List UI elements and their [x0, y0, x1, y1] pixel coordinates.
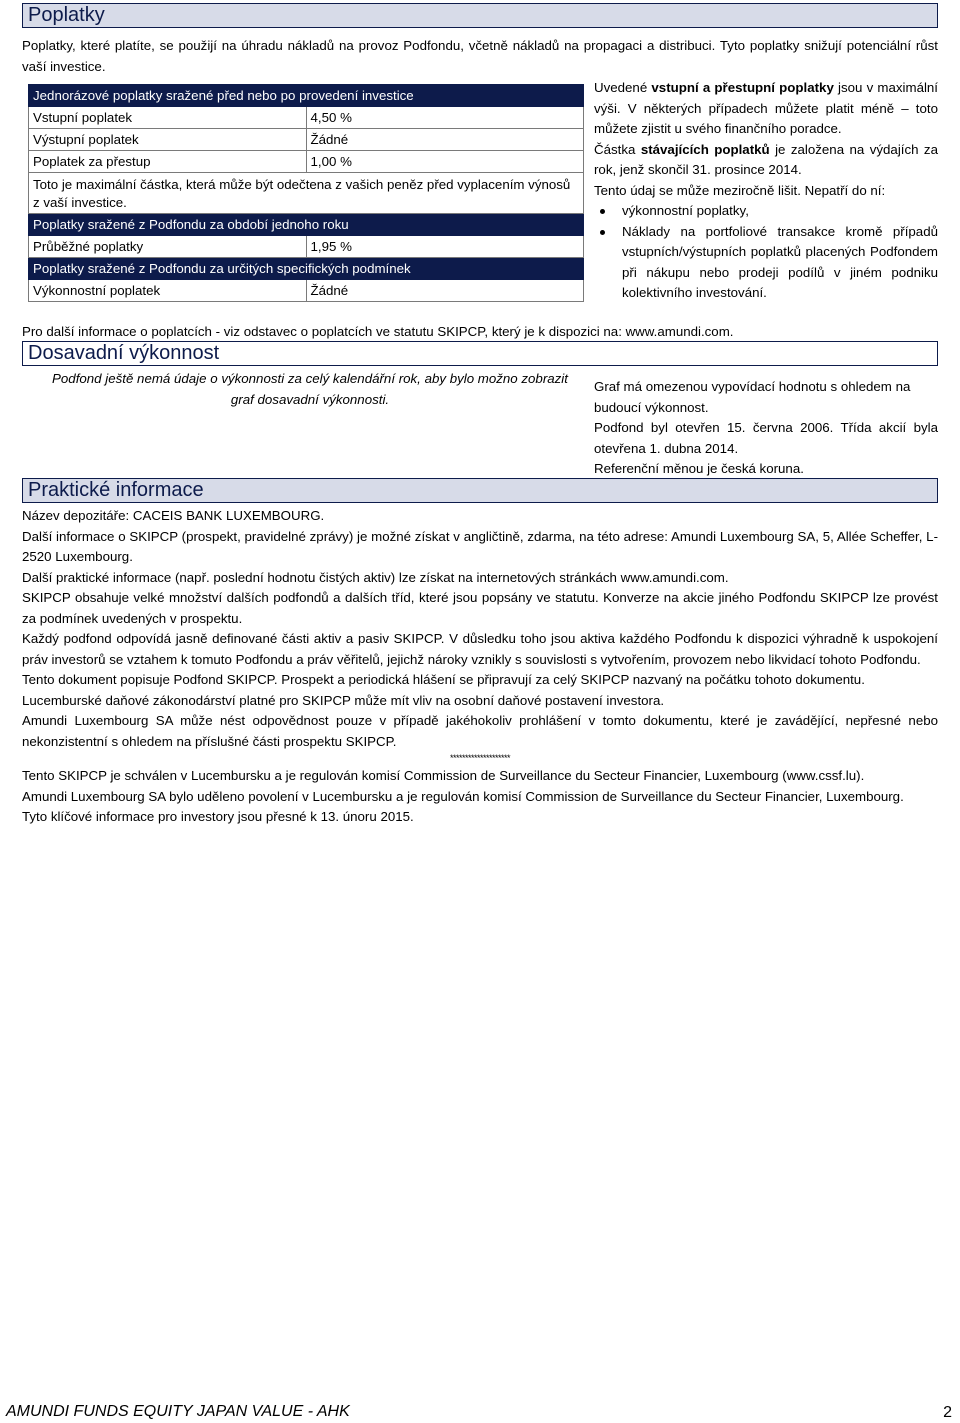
specific-fees-header: Poplatky sražené z Podfondu za určitých specifických podmínek — [29, 258, 584, 280]
entry-fee-label: Vstupní poplatek — [29, 107, 307, 129]
tax-text: Lucemburské daňové zákonodárství platné pro SKIPCP může mít vliv na osobní daňové postavení investora. — [22, 692, 665, 708]
variation-text: Tento údaj se může meziročně lišit. Nepatří do ní: — [594, 182, 886, 198]
document-scope-text: Tento dokument popisuje Podfond SKIPCP. Prospekt a periodická hlášení se připravují za celý SKIPCP nazvaný na počátku tohoto dokumentu. — [22, 672, 865, 687]
page-number: 2 — [943, 1404, 952, 1421]
reference-currency-text: Referenční měnou je česká koruna. — [594, 461, 804, 476]
entry-switch-fees-text — [594, 78, 938, 140]
one-off-fees-header: Jednorázové poplatky sražené před nebo po provedení investice — [29, 85, 584, 107]
table-header-row — [29, 214, 584, 236]
performance-explanation — [594, 377, 938, 480]
performance-note: Podfond ještě nemá údaje o výkonnosti za celý kalendářní rok, aby bylo možno zobrazit graf dosavadní výkonnosti. — [52, 371, 568, 407]
table-header-row — [29, 258, 584, 280]
fees-table — [28, 84, 584, 302]
text-fragment: je založena na výdajích za rok, jenž skončil 31. prosince 2014. — [594, 141, 938, 177]
fees-more-info: Pro další informace o poplatcích - viz odstavec o poplatcích ve statutu SKIPCP, který je k dispozici na: www.amundi.com. — [22, 324, 734, 339]
fees-explanation — [594, 78, 938, 304]
list-item: výkonnostní poplatky, — [594, 201, 938, 222]
table-row — [29, 280, 584, 302]
entry-switch-fees-emphasis: vstupní a přestupní poplatky — [651, 80, 834, 95]
exit-fee-label: Výstupní poplatek — [29, 129, 307, 151]
depositary-text: Název depozitáře: CACEIS BANK LUXEMBOURG. — [22, 508, 325, 523]
entry-fee-value: 4,50 % — [306, 107, 584, 129]
list-item: Náklady na portfoliové transakce kromě případů vstupních/výstupních poplatků placených Podfondem při nákupu nebo prodeji podílů v jiném podniku kolektivního investování. — [594, 222, 938, 304]
fees-heading: Poplatky — [22, 3, 938, 28]
fund-name-footer: AMUNDI FUNDS EQUITY JAPAN VALUE - AHK — [6, 1403, 350, 1420]
chart-limit-text: Graf má omezenou vypovídací hodnotu s ohledem na budoucí výkonnost. — [594, 379, 911, 415]
website-text: Další praktické informace (např. poslední hodnotu čistých aktiv) lze získat na internetových stránkách www.amundi.com. — [22, 569, 729, 585]
ongoing-fees-text — [594, 140, 938, 181]
text-fragment: jsou v maximální výši. V některých případech můžete platit méně – toto můžete zjistit u svého finančního poradce. — [594, 80, 939, 136]
switch-fee-label: Poplatek za přestup — [29, 151, 307, 173]
fees-intro: Poplatky, které platíte, se použijí na úhradu nákladů na provoz Podfondu, včetně nákladů na propagaci a distribuci. Tyto poplatky snižují potenciální růst vaší investice. — [22, 38, 938, 74]
approval-text: Tento SKIPCP je schválen v Lucembursku a je regulován komisí Commission de Surveillance du Secteur Financier, Luxembourg (www.cssf.lu). — [22, 768, 865, 783]
switch-fee-value: 1,00 % — [306, 151, 584, 173]
launch-dates-text: Podfond byl otevřen 15. června 2006. Třída akcií byla otevřena 1. dubna 2014. — [594, 420, 938, 456]
table-note-row — [29, 173, 584, 214]
separator: ******************** — [449, 753, 511, 763]
text-fragment: Částka — [594, 141, 641, 157]
authorisation-text: Amundi Luxembourg SA bylo uděleno povolení v Lucembursku a je regulován komisí Commission de Surveillance du Secteur Financier, Luxembourg. — [22, 788, 904, 804]
table-row — [29, 129, 584, 151]
subfunds-text: SKIPCP obsahuje velké množství dalších podfondů a dalších tříd, které jsou popsány ve statutu. Konverze na akcie jiného Podfondu SKIPCP lze provést za podmínek uvedených v prospektu. — [22, 590, 938, 626]
ongoing-fee-label: Průběžné poplatky — [29, 236, 307, 258]
excluded-fees-list — [594, 201, 938, 304]
practical-heading: Praktické informace — [22, 478, 938, 503]
documents-text: Další informace o SKIPCP (prospekt, pravidelné zprávy) je možné získat v angličtině, zdarma, na této adrese: Amundi Luxembourg SA, 5, Allée Scheffer, L-2520 Luxembourg. — [22, 528, 938, 564]
practical-info — [22, 506, 938, 828]
liability-text: Amundi Luxembourg SA může nést odpovědnost pouze v případě jakéhokoliv prohlášení v tomto dokumentu, které je zavádějící, nepřesné nebo nekonzistentní s ohledem na příslušné části prospektu SKIPCP. — [22, 713, 938, 749]
performance-fee-value: Žádné — [306, 280, 584, 302]
performance-heading: Dosavadní výkonnost — [22, 341, 938, 366]
ongoing-fee-value: 1,95 % — [306, 236, 584, 258]
annual-fees-header: Poplatky sražené z Podfondu za období jednoho roku — [29, 214, 584, 236]
segregation-text: Každý podfond odpovídá jasně definované části aktiv a pasiv SKIPCP. V důsledku toho jsou aktiva každého Podfondu k dispozici výhradně k uspokojení práv investorů se vztahem k tomuto Podfondu a práv věřitelů, jejichž nároky vznikly s souvislosti s vytvořením, provozem nebo likvidací tohoto Podfondu. — [22, 631, 938, 667]
accuracy-date-text: Tyto klíčové informace pro investory jsou přesné k 13. únoru 2015. — [22, 809, 414, 824]
performance-fee-label: Výkonnostní poplatek — [29, 280, 307, 302]
table-row — [29, 107, 584, 129]
ongoing-fees-emphasis: stávajících poplatků — [640, 141, 770, 157]
max-amount-note: Toto je maximální částka, která může být odečtena z vašich peněz před vyplacením výnosů z vaší investice. — [29, 173, 584, 214]
table-row — [29, 236, 584, 258]
table-header-row — [29, 85, 584, 107]
text-fragment: Uvedené — [594, 80, 652, 95]
table-row — [29, 151, 584, 173]
exit-fee-value: Žádné — [306, 129, 584, 151]
